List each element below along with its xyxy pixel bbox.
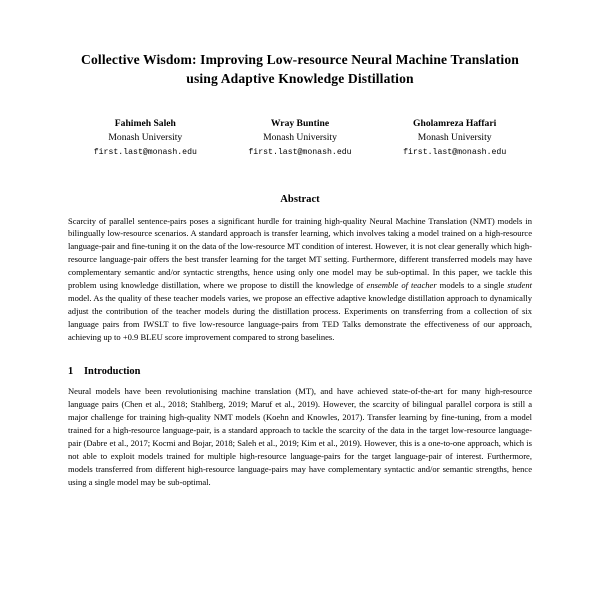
title-line-1: Collective Wisdom: Improving Low-resource Neural Machine Translation <box>81 52 519 67</box>
section-heading-introduction <box>68 366 532 377</box>
abstract-text <box>68 215 532 345</box>
author-affiliation: Monash University <box>417 131 492 143</box>
author-name: Fahimeh Saleh <box>114 117 176 129</box>
author-name: Gholamreza Haffari <box>413 117 497 129</box>
author-email: first.last@monash.edu <box>93 148 197 158</box>
page-title <box>68 50 532 89</box>
page-fold <box>0 594 600 600</box>
abstract-italic-1: ensemble of teacher <box>366 280 437 291</box>
abstract-part-1: Scarcity of parallel sentence-pairs poses a significant hurdle for training high-quality Neural Machine Translation (NMT) models in bilingually low-resource scenarios. A standard approach is transfer learning, which involves taking a model trained on a high-resource language-pair and fine-tuning it on the data of the low-resource MT condition of interest. However, it is not clear generally which high-resource language-pair offers the best transfer learning for the target MT setting. Furthermore, different transferred models may have complementary semantic and/or syntactic strengths, hence using only one model may be sub-optimal. In this paper, we tackle this problem using knowledge distillation, where we propose to distill the knowledge of <box>68 215 532 291</box>
abstract-part-2: models to a single <box>436 280 508 291</box>
abstract-heading: Abstract <box>280 193 320 205</box>
author-1 <box>68 117 223 160</box>
section-number: 1 <box>68 366 74 378</box>
abstract-part-3: model. As the quality of these teacher models varies, we propose an effective adaptive knowledge distillation approach to dynamically adjust the contribution of the teacher models during the distillation process. Experiments on transferring from a collection of six language pairs from IWSLT to five low-resource language-pairs from TED Talks demonstrate the effectiveness of our approach, achieving up to +0.9 BLEU score improvement compared to strong baselines. <box>68 293 532 343</box>
author-3 <box>377 117 532 160</box>
section-title: Introduction <box>84 366 141 378</box>
author-email: first.last@monash.edu <box>248 148 352 158</box>
intro-paragraph-1: Neural models have been revolutionising machine translation (MT), and have achieved state-of-the-art for many high-resource language pairs (Chen et al., 2018; Stahlberg, 2019; Maruf et al., 2019). However, the scarcity of bilingual parallel corpora is still a major challenge for training high-quality NMT models (Koehn and Knowles, 2017). Transfer learning by fine-tuning, from a model trained for a high-resource language-pair, is a standard approach to tackle the scarcity of the data in the target low-resource language-pair (Dabre et al., 2017; Kocmi and Bojar, 2018; Saleh et al., 2019; Kim et al., 2019). However, this is a one-to-one approach, which is not able to exploit models trained for multiple high-resource language-pairs for the target language-pair of interest. Furthermore, models transferred from different high-resource language-pairs may have complementary syntactic and/or semantic strengths, hence using a single model may be sub-optimal. <box>68 386 532 488</box>
author-name: Wray Buntine <box>270 117 330 129</box>
title-line-2: using Adaptive Knowledge Distillation <box>186 71 414 87</box>
author-affiliation: Monash University <box>108 131 183 143</box>
abstract-italic-2: student <box>507 280 533 291</box>
author-block <box>68 117 532 160</box>
author-affiliation: Monash University <box>263 131 337 143</box>
author-email: first.last@monash.edu <box>403 148 507 158</box>
author-2 <box>223 117 378 160</box>
